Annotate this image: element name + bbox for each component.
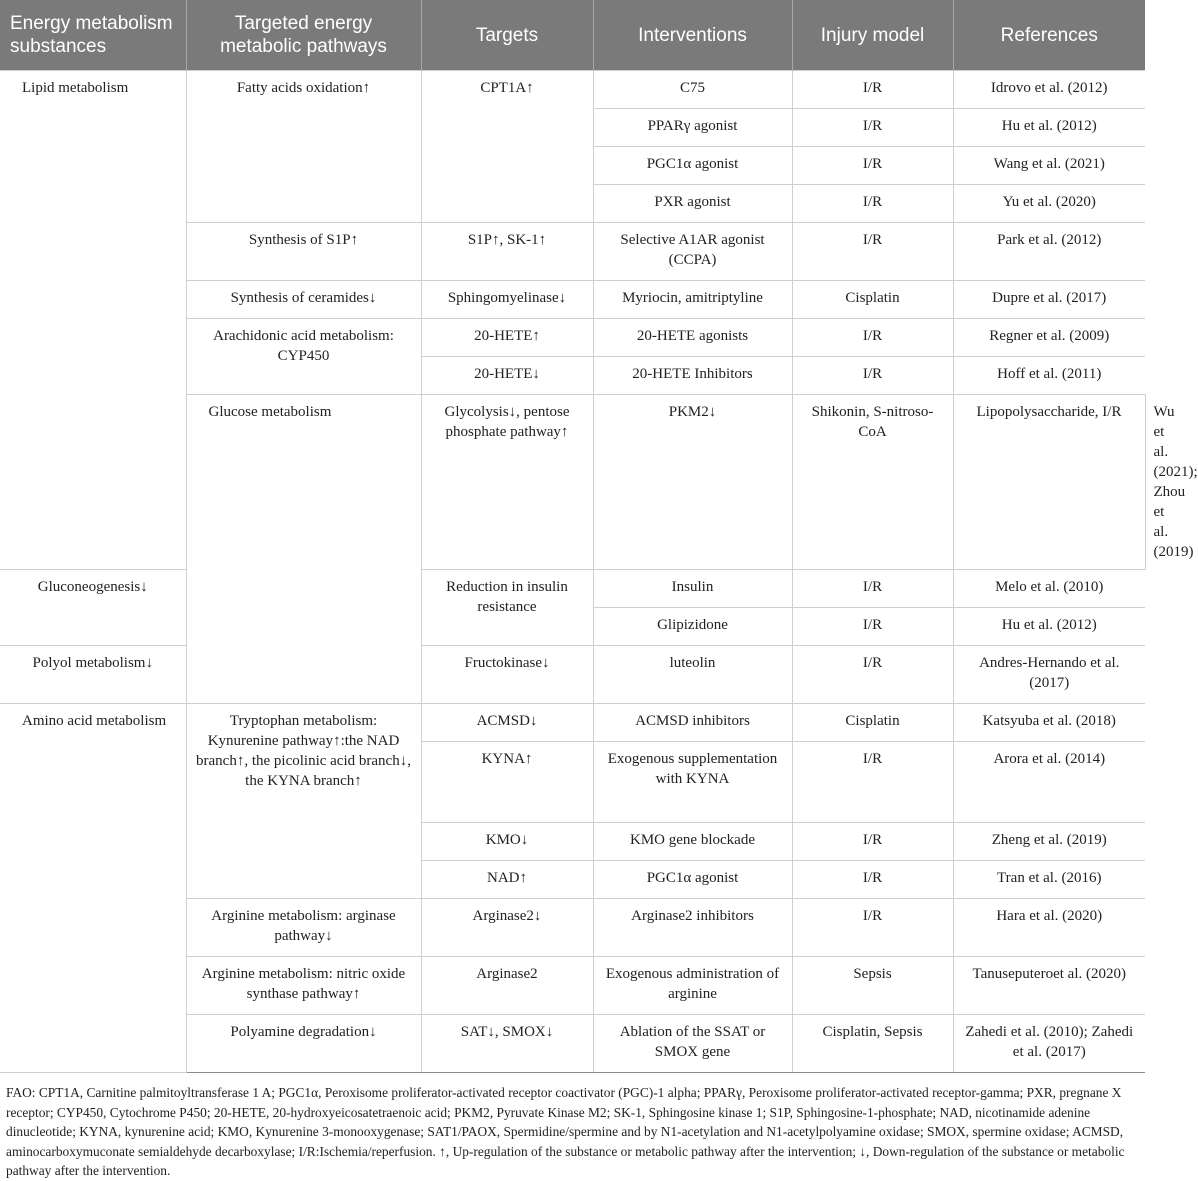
- reference-cell: Wang et al. (2021): [953, 147, 1145, 185]
- reference-cell: Tanuseputeroet al. (2020): [953, 957, 1145, 1015]
- target-cell: Reduction in insulin resistance: [421, 570, 593, 646]
- target-cell: PKM2↓: [593, 395, 792, 570]
- header-targets: Targets: [421, 0, 593, 71]
- table-row: Glucose metabolism Glycolysis↓, pentose phosphate pathway↑ PKM2↓ Shikonin, S-nitroso-CoA Lipopolysaccharide, I/R Wu et al. (2021); Zhou et al. (2019): [0, 395, 1145, 570]
- target-cell: S1P↑, SK-1↑: [421, 223, 593, 281]
- reference-cell: Andres-Hernando et al. (2017): [953, 646, 1145, 704]
- target-cell: KYNA↑: [421, 742, 593, 823]
- intervention-cell: ACMSD inhibitors: [593, 704, 792, 742]
- target-cell: ACMSD↓: [421, 704, 593, 742]
- header-row: [0, 0, 1145, 71]
- intervention-cell: luteolin: [593, 646, 792, 704]
- reference-cell: Katsyuba et al. (2018): [953, 704, 1145, 742]
- table-row: [0, 570, 1145, 608]
- reference-cell: Arora et al. (2014): [953, 742, 1145, 823]
- model-cell: Cisplatin: [792, 281, 953, 319]
- target-cell: NAD↑: [421, 861, 593, 899]
- intervention-cell: Glipizidone: [593, 608, 792, 646]
- intervention-cell: KMO gene blockade: [593, 823, 792, 861]
- intervention-cell: Ablation of the SSAT or SMOX gene: [593, 1015, 792, 1073]
- pathway-cell: Arginine metabolism: nitric oxide synthase pathway↑: [186, 957, 421, 1015]
- model-cell: I/R: [792, 147, 953, 185]
- reference-cell: Idrovo et al. (2012): [953, 71, 1145, 109]
- table-row: [0, 71, 1145, 109]
- header-interventions: Interventions: [593, 0, 792, 71]
- pathway-cell: Polyamine degradation↓: [186, 1015, 421, 1073]
- intervention-cell: PGC1α agonist: [593, 861, 792, 899]
- substance-cell: Glucose metabolism: [186, 395, 421, 704]
- reference-cell: Melo et al. (2010): [953, 570, 1145, 608]
- model-cell: I/R: [792, 71, 953, 109]
- model-cell: I/R: [792, 646, 953, 704]
- reference-cell: Yu et al. (2020): [953, 185, 1145, 223]
- pathway-cell: Synthesis of ceramides↓: [186, 281, 421, 319]
- header-references: References: [953, 0, 1145, 71]
- model-cell: I/R: [792, 319, 953, 357]
- pathway-cell: Arachidonic acid metabolism: CYP450: [186, 319, 421, 395]
- pathway-cell: Synthesis of S1P↑: [186, 223, 421, 281]
- pathway-cell: Arginine metabolism: arginase pathway↓: [186, 899, 421, 957]
- reference-cell: Hu et al. (2012): [953, 109, 1145, 147]
- intervention-cell: C75: [593, 71, 792, 109]
- intervention-cell: PGC1α agonist: [593, 147, 792, 185]
- table-row: [0, 646, 1145, 704]
- model-cell: I/R: [792, 109, 953, 147]
- reference-cell: Hara et al. (2020): [953, 899, 1145, 957]
- target-cell: CPT1A↑: [421, 71, 593, 223]
- intervention-cell: Selective A1AR agonist (CCPA): [593, 223, 792, 281]
- intervention-cell: Arginase2 inhibitors: [593, 899, 792, 957]
- model-cell: I/R: [792, 223, 953, 281]
- substance-cell: Lipid metabolism: [0, 71, 186, 570]
- pathway-cell: Fatty acids oxidation↑: [186, 71, 421, 223]
- intervention-cell: Myriocin, amitriptyline: [593, 281, 792, 319]
- table-row: [0, 704, 1145, 742]
- intervention-cell: Exogenous administration of arginine: [593, 957, 792, 1015]
- model-cell: I/R: [792, 357, 953, 395]
- model-cell: I/R: [792, 742, 953, 823]
- substance-cell: Amino acid metabolism: [0, 704, 186, 1073]
- reference-cell: Park et al. (2012): [953, 223, 1145, 281]
- model-cell: Sepsis: [792, 957, 953, 1015]
- intervention-cell: 20-HETE Inhibitors: [593, 357, 792, 395]
- header-substances: Energy metabolism substances: [0, 0, 186, 71]
- header-pathways: Targeted energy metabolic pathways: [186, 0, 421, 71]
- reference-cell: Zahedi et al. (2010); Zahedi et al. (2017): [953, 1015, 1145, 1073]
- reference-cell: Regner et al. (2009): [953, 319, 1145, 357]
- intervention-cell: Shikonin, S-nitroso-CoA: [792, 395, 953, 570]
- reference-cell: Hoff et al. (2011): [953, 357, 1145, 395]
- pathway-cell: Tryptophan metabolism: Kynurenine pathway↑:the NAD branch↑, the picolinic acid branch↓, the KYNA branch↑: [186, 704, 421, 899]
- intervention-cell: Exogenous supplementation with KYNA: [593, 742, 792, 823]
- model-cell: I/R: [792, 185, 953, 223]
- target-cell: Arginase2: [421, 957, 593, 1015]
- reference-cell: Hu et al. (2012): [953, 608, 1145, 646]
- target-cell: Arginase2↓: [421, 899, 593, 957]
- intervention-cell: PXR agonist: [593, 185, 792, 223]
- target-cell: 20-HETE↓: [421, 357, 593, 395]
- pathway-cell: Glycolysis↓, pentose phosphate pathway↑: [421, 395, 593, 570]
- intervention-cell: PPARγ agonist: [593, 109, 792, 147]
- target-cell: Sphingomyelinase↓: [421, 281, 593, 319]
- model-cell: Cisplatin, Sepsis: [792, 1015, 953, 1073]
- header-injury-model: Injury model: [792, 0, 953, 71]
- target-cell: KMO↓: [421, 823, 593, 861]
- intervention-cell: 20-HETE agonists: [593, 319, 792, 357]
- model-cell: Lipopolysaccharide, I/R: [953, 395, 1145, 570]
- pathway-cell: Polyol metabolism↓: [0, 646, 186, 704]
- reference-cell: Dupre et al. (2017): [953, 281, 1145, 319]
- model-cell: I/R: [792, 823, 953, 861]
- model-cell: I/R: [792, 899, 953, 957]
- target-cell: Fructokinase↓: [421, 646, 593, 704]
- reference-cell: Zheng et al. (2019): [953, 823, 1145, 861]
- model-cell: I/R: [792, 608, 953, 646]
- model-cell: Cisplatin: [792, 704, 953, 742]
- reference-cell: Tran et al. (2016): [953, 861, 1145, 899]
- pathway-cell: Gluconeogenesis↓: [0, 570, 186, 646]
- target-cell: 20-HETE↑: [421, 319, 593, 357]
- model-cell: I/R: [792, 570, 953, 608]
- intervention-cell: Insulin: [593, 570, 792, 608]
- table-footnote: FAO: CPT1A, Carnitine palmitoyltransferase 1 A; PGC1α, Peroxisome proliferator-activated receptor coactivator (PGC)-1 alpha; PPARγ, Peroxisome proliferator-activated receptor-gamma; PXR, pregnane X receptor; CYP450, Cytochrome P450; 20-HETE, 20-hydroxyeicosatetraenoic acid; PKM2, Pyruvate Kinase M2; SK-1, Sphingosine kinase 1; S1P, Sphingosine-1-phosphate; NAD, nicotinamide adenine dinucleotide; KYNA, kynurenine acid; KMO, Kynurenine 3-monooxygenase; SAT1/PAOX, Spermidine/spermine and by N1-acetylation and N1-acetylpolyamine oxidase; SMOX, spermine oxidase; ACMSD, aminocarboxymuconate semialdehyde decarboxylase; I/R:Ischemia/reperfusion. ↑, Up-regulation of the substance or metabolic pathway after the intervention; ↓, Down-regulation of the substance or metabolic pathway after the intervention.: [6, 1085, 1125, 1178]
- target-cell: SAT↓, SMOX↓: [421, 1015, 593, 1073]
- model-cell: I/R: [792, 861, 953, 899]
